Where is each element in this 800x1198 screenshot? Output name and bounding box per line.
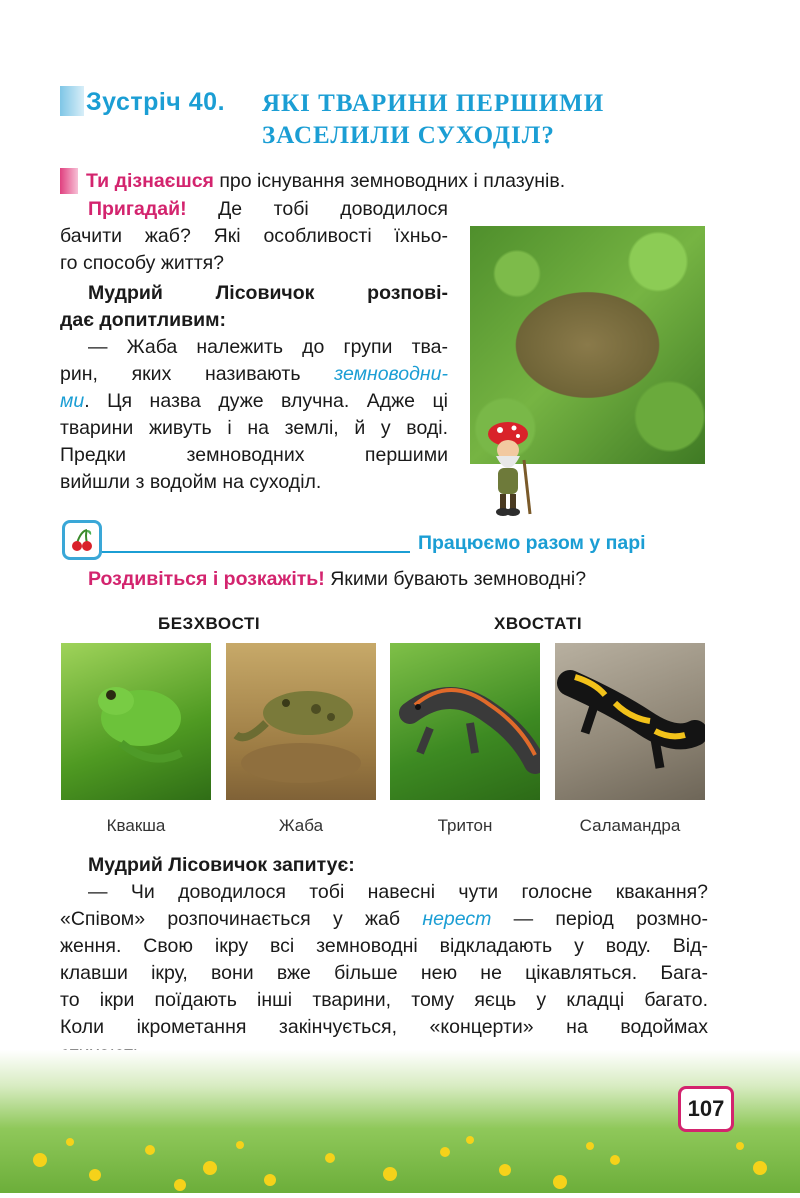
wise2-l4: клавши ікру, вони вже більше нею не цікавляться. Бага- bbox=[60, 962, 708, 984]
lesson-title-line2: ЗАСЕЛИЛИ СУХОДІЛ? bbox=[262, 122, 555, 149]
intro-marker bbox=[60, 168, 78, 194]
pair-work-question: Якими бувають земноводні? bbox=[324, 568, 587, 590]
wise2-l3: ження. Свою ікру всі земноводні відкладають у воду. Від- bbox=[60, 935, 708, 957]
caption-tree-frog: Квакша bbox=[106, 816, 166, 835]
pair-work-lead: Роздивіться і розкажіть! bbox=[88, 568, 325, 590]
wise1-p1b: рин, яких називають bbox=[60, 363, 335, 385]
wise1-p1a: — Жаба належить до групи тва- bbox=[88, 336, 448, 358]
wise1-p1e: Предки земноводних першими bbox=[60, 444, 448, 466]
lesson-title-line1: ЯКІ ТВАРИНИ ПЕРШИМИ bbox=[262, 90, 605, 117]
group-tailed: ХВОСТАТІ bbox=[494, 614, 583, 633]
term-spawning: нерест bbox=[422, 908, 492, 930]
caption-frog: Жаба bbox=[278, 816, 324, 835]
wise-paragraph-2 bbox=[60, 852, 708, 1068]
wise2-l6: Коли ікрометання закінчується, «концерти» на водоймах bbox=[60, 1016, 708, 1038]
group-tailless: БЕЗХВОСТІ bbox=[158, 614, 261, 633]
pair-work-icon bbox=[62, 520, 102, 560]
pair-work-title: Працюємо разом у парі bbox=[418, 532, 646, 554]
wise1-p1c-line bbox=[60, 388, 448, 415]
gnome-icon bbox=[478, 420, 538, 518]
wise1-p1d: тварини живуть і на землі, й у воді. bbox=[60, 417, 448, 439]
lesson-number: Зустріч 40. bbox=[86, 88, 226, 116]
salamander-photo bbox=[555, 643, 705, 800]
frog-photo-small bbox=[226, 643, 376, 800]
wise1-line2: дає допитливим: bbox=[60, 309, 227, 331]
wise-paragraph-1 bbox=[60, 280, 448, 496]
tree-frog-photo bbox=[61, 643, 211, 800]
page-number: 107 bbox=[678, 1086, 734, 1132]
wise1-p1c: . Ця назва дуже влучна. Адже ці bbox=[84, 390, 448, 412]
term-amphibians-b: ми bbox=[60, 390, 85, 412]
wise2-l1: — Чи доводилося тобі навесні чути голосне квакання? bbox=[88, 881, 708, 903]
caption-newt: Тритон bbox=[437, 816, 493, 835]
intro-text: про існування земноводних і плазунів. bbox=[213, 170, 566, 192]
wise1-line1: Мудрий Лісовичок розпові- bbox=[88, 282, 448, 304]
wise1-p1b-line bbox=[60, 361, 448, 388]
recall-line2: бачити жаб? Які особливості їхньо- bbox=[60, 225, 448, 247]
wise2-l2a: «Співом» розпочинається у жаб bbox=[60, 908, 423, 930]
wise2-head: Мудрий Лісовичок запитує: bbox=[88, 854, 355, 876]
cherries-icon bbox=[69, 527, 95, 553]
lesson-title bbox=[262, 88, 604, 152]
lesson-marker bbox=[60, 86, 84, 116]
newt-photo bbox=[390, 643, 540, 800]
intro-lead: Ти дізнаєшся bbox=[86, 170, 214, 192]
recall-paragraph bbox=[60, 196, 448, 277]
wise2-l2 bbox=[60, 906, 708, 933]
recall-line1: Де тобі доводилося bbox=[186, 198, 448, 220]
recall-line3: го способу життя? bbox=[60, 252, 225, 274]
intro-line bbox=[86, 168, 706, 195]
wise2-l2b: — період розмно- bbox=[491, 908, 708, 930]
pair-work-divider bbox=[102, 551, 410, 553]
term-amphibians-a: земноводни- bbox=[334, 363, 448, 385]
recall-lead: Пригадай! bbox=[88, 198, 187, 220]
wise2-l5: то ікри поїдають інші тварини, тому яєць у кладці багато. bbox=[60, 989, 708, 1011]
wise1-p1f: вийшли з водойм на суходіл. bbox=[60, 471, 322, 493]
caption-salamander: Саламандра bbox=[579, 816, 681, 835]
pair-work-task bbox=[88, 566, 708, 593]
